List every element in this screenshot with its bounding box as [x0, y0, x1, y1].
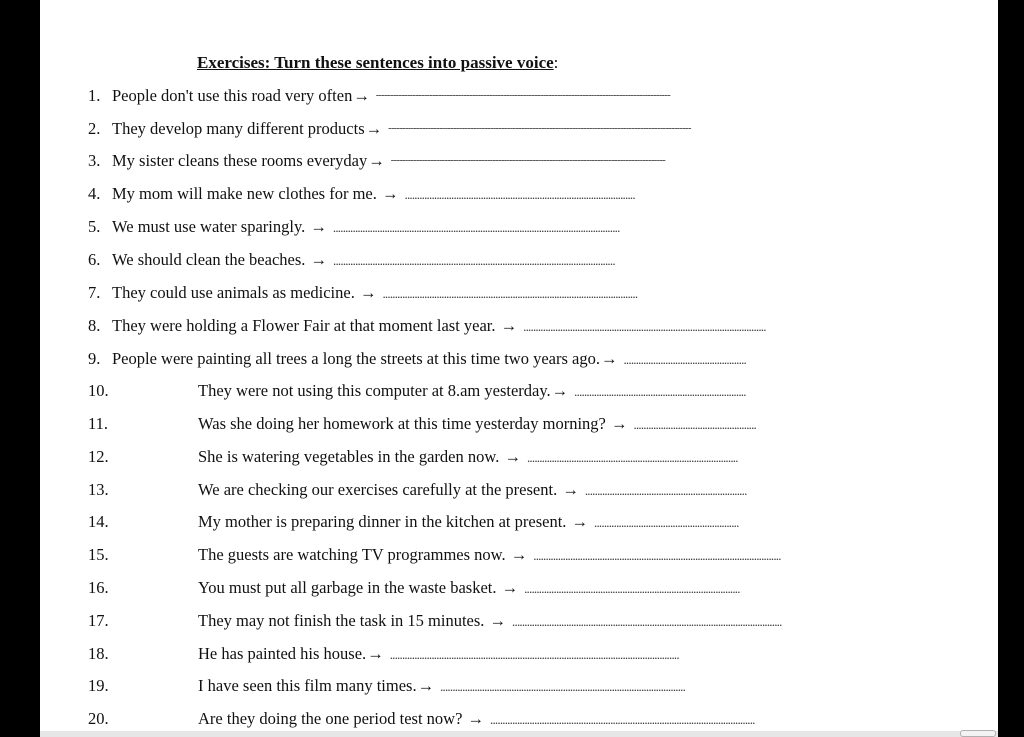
- answer-blank[interactable]: ..................................................: [623, 352, 746, 367]
- item-sentence: People were painting all trees a long the streets at this time two years ago.: [112, 349, 600, 368]
- answer-blank[interactable]: ......................................................................................................................: [389, 647, 679, 662]
- arrow-icon: →: [367, 644, 384, 663]
- item-sentence: They develop many different products: [112, 119, 365, 138]
- answer-blank[interactable]: ...................................................................................................................: [333, 253, 615, 268]
- arrow-icon: →: [382, 184, 399, 203]
- arrow-icon: →: [353, 86, 370, 105]
- answer-blank[interactable]: --------------------------------------------------------------------------------------------------------: [375, 90, 671, 101]
- answer-blank[interactable]: .....................................................................................................: [533, 548, 781, 563]
- exercise-item: [88, 578, 842, 600]
- item-number: 2.: [88, 119, 101, 138]
- arrow-icon: →: [510, 545, 528, 564]
- item-sentence: Are they doing the one period test now?: [198, 709, 467, 728]
- exercise-item: [88, 611, 892, 633]
- arrow-icon: →: [500, 316, 518, 335]
- answer-blank[interactable]: ............................................................................................................: [490, 712, 755, 727]
- exercise-item: [88, 316, 878, 338]
- answer-blank[interactable]: ........................................................................................: [524, 581, 740, 596]
- document-page: [40, 0, 998, 737]
- arrow-icon: →: [310, 250, 328, 269]
- item-sentence: They were not using this computer at 8.am yesterday.: [198, 381, 551, 400]
- exercise-item: [88, 512, 839, 534]
- item-sentence: You must put all garbage in the waste basket.: [198, 578, 501, 597]
- exercise-item: [88, 709, 860, 731]
- exercise-item: [88, 217, 843, 239]
- arrow-icon: →: [417, 676, 435, 695]
- answer-blank[interactable]: .....................................................................................................................: [332, 220, 620, 235]
- horizontal-scrollbar[interactable]: [40, 731, 998, 737]
- arrow-icon: →: [504, 447, 521, 466]
- answer-blank[interactable]: ..................................................................: [584, 483, 747, 498]
- item-sentence: They could use animals as medicine.: [112, 283, 359, 302]
- item-number: 10.: [88, 381, 109, 400]
- exercise-title-colon: :: [553, 53, 559, 72]
- item-sentence: My mom will make new clothes for me.: [112, 184, 381, 203]
- item-number: 7.: [88, 283, 101, 302]
- item-sentence: She is watering vegetables in the garden now.: [198, 447, 504, 466]
- item-number: 15.: [88, 545, 109, 564]
- item-number: 16.: [88, 578, 109, 597]
- exercise-item: [88, 250, 838, 272]
- answer-blank[interactable]: ..............................................................................................: [404, 187, 635, 202]
- item-sentence: Was she doing her homework at this time yesterday morning?: [198, 414, 610, 433]
- exercise-item: [88, 676, 845, 698]
- item-number: 4.: [88, 184, 101, 203]
- item-sentence: He has painted his house.: [198, 644, 367, 663]
- exercise-title-text: Exercises: Turn these sentences into passive voice: [197, 53, 554, 72]
- arrow-icon: →: [611, 414, 628, 433]
- exercise-title: [197, 53, 558, 73]
- answer-blank[interactable]: -------------------------------------------------------------------------------------------------: [390, 155, 666, 166]
- item-sentence: They may not finish the task in 15 minutes.: [198, 611, 489, 630]
- exercise-item: [88, 349, 855, 371]
- item-sentence: They were holding a Flower Fair at that moment last year.: [112, 316, 500, 335]
- exercise-item: [88, 381, 852, 403]
- item-number: 3.: [88, 151, 101, 170]
- item-number: 1.: [88, 86, 101, 105]
- scrollbar-thumb[interactable]: [960, 730, 996, 737]
- answer-blank[interactable]: ...................................................................................................: [523, 319, 766, 334]
- item-sentence: We should clean the beaches.: [112, 250, 310, 269]
- arrow-icon: →: [467, 709, 485, 728]
- item-number: 5.: [88, 217, 101, 236]
- item-number: 8.: [88, 316, 101, 335]
- answer-blank[interactable]: ......................................................................: [574, 384, 746, 399]
- arrow-icon: →: [501, 578, 519, 597]
- exercise-item: [88, 545, 873, 567]
- answer-blank[interactable]: ....................................................................................................: [440, 679, 686, 694]
- answer-blank[interactable]: ..............................................................................................................: [512, 614, 782, 629]
- exercise-item: [88, 480, 853, 502]
- item-sentence: I have seen this film many times.: [198, 676, 417, 695]
- answer-blank[interactable]: ..................................................: [633, 417, 757, 432]
- answer-blank[interactable]: ...........................................................: [594, 515, 739, 530]
- item-number: 11.: [88, 414, 109, 433]
- exercise-item: [88, 151, 823, 173]
- arrow-icon: →: [310, 217, 327, 236]
- item-sentence: We must use water sparingly.: [112, 217, 310, 236]
- arrow-icon: →: [600, 349, 618, 368]
- item-number: 13.: [88, 480, 109, 499]
- arrow-icon: →: [551, 381, 569, 400]
- item-sentence: We are checking our exercises carefully at the present.: [198, 480, 562, 499]
- exercise-item: [88, 119, 844, 141]
- exercise-item: [88, 184, 845, 206]
- arrow-icon: →: [571, 512, 589, 531]
- answer-blank[interactable]: ........................................................................................................: [382, 286, 638, 301]
- item-sentence: People don't use this road very often: [112, 86, 353, 105]
- item-number: 9.: [88, 349, 101, 368]
- answer-blank[interactable]: ......................................................................................: [526, 450, 738, 465]
- exercise-item: [88, 86, 831, 108]
- answer-blank[interactable]: -----------------------------------------------------------------------------------------------------------: [388, 123, 691, 134]
- arrow-icon: →: [368, 151, 385, 170]
- exercise-item: [88, 447, 845, 469]
- item-number: 6.: [88, 250, 101, 269]
- item-number: 12.: [88, 447, 109, 466]
- arrow-icon: →: [489, 611, 507, 630]
- item-sentence: My sister cleans these rooms everyday: [112, 151, 368, 170]
- item-sentence: The guests are watching TV programmes now.: [198, 545, 510, 564]
- exercise-item: [88, 414, 824, 436]
- item-sentence: My mother is preparing dinner in the kitchen at present.: [198, 512, 571, 531]
- item-number: 18.: [88, 644, 109, 663]
- item-number: 17.: [88, 611, 109, 630]
- arrow-icon: →: [365, 119, 383, 138]
- arrow-icon: →: [562, 480, 579, 499]
- item-number: 14.: [88, 512, 109, 531]
- exercise-item: [88, 283, 842, 305]
- item-number: 19.: [88, 676, 109, 695]
- item-number: 20.: [88, 709, 109, 728]
- arrow-icon: →: [359, 283, 377, 302]
- exercise-item: [88, 644, 900, 666]
